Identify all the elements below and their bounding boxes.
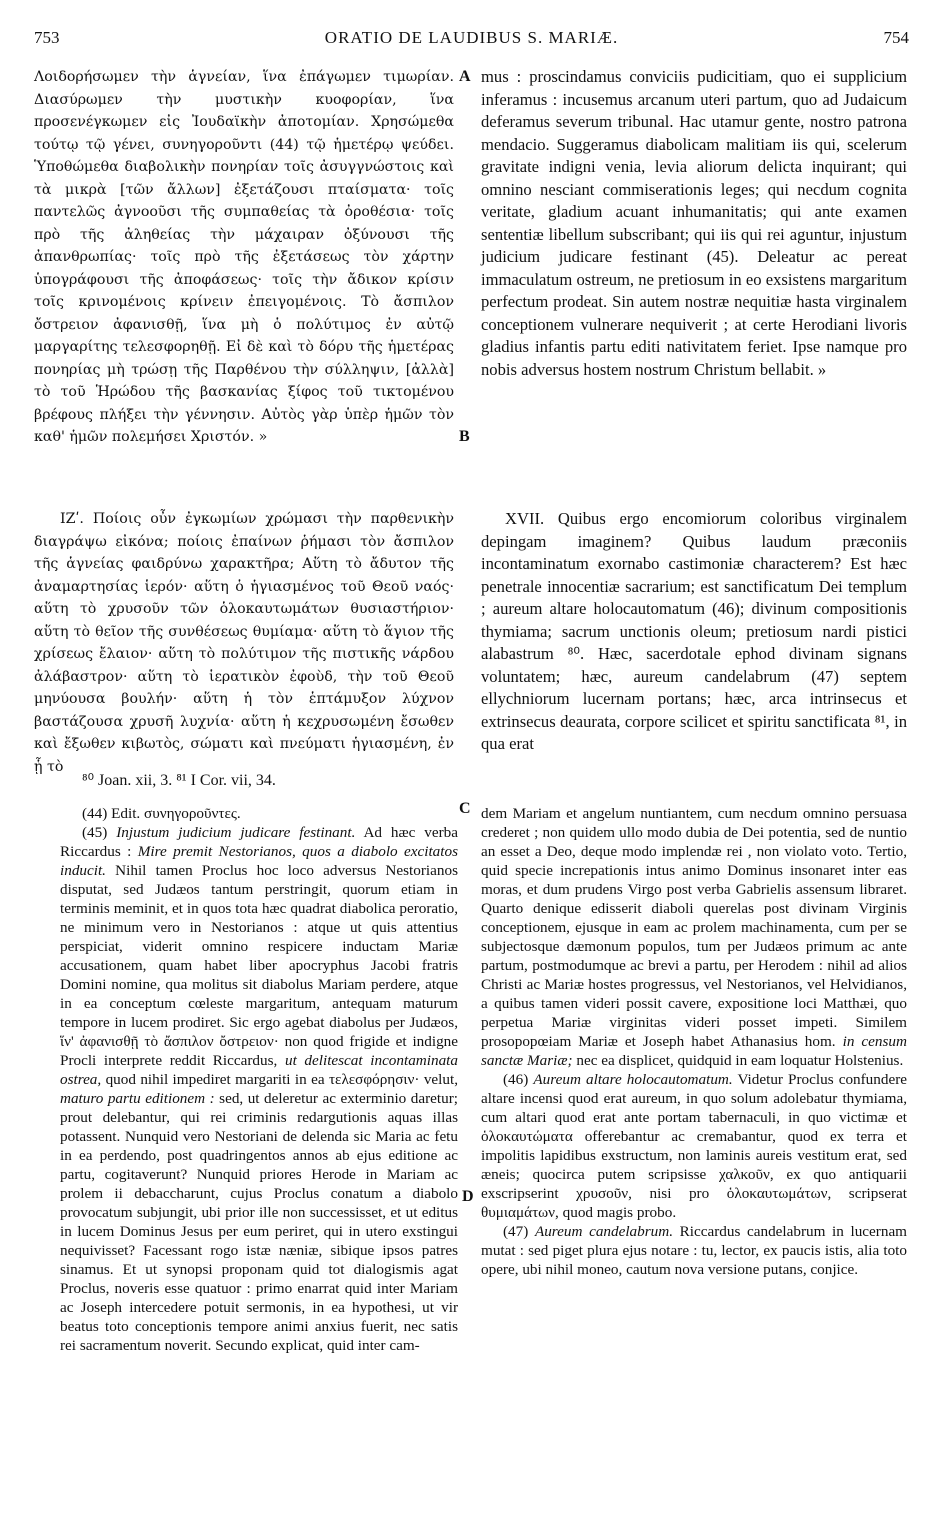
page-header <box>34 28 909 52</box>
note-45-label: (45) <box>82 824 108 841</box>
note-45-text-d: sed, ut deleretur ac exterminio daretur; prout delebantur, qui rei criminis redargutionis aquas illas potassent. Nunquid vero Nestoriani de delenda sic Maria ac fetu in ea perdendo, post quadringentos annos ab ejus editione ac partu, cogitaverunt? Nunquid priores Herode in Mariam ac prolem ii debaccharunt, cujus Proclus conatum a diabolo provocatum subjungit, ubi prior ille non successisset, et ut editus in lucem Dominus Jesus per eum periret, qui in utero exstingui nequivisset? Facessant rogo istæ næniæ, sibique ipsos patres sinamus. Et ut synopsi proponam quid tot dialogismis agat Proclus, noveris esse quatuor : primo enarrat quid inter Mariam ac Joseph intercedere potuit sermonis, in ea hypothesi, ut vir beatus toto conceptionis tempore animi anxius fuerit, nec satis rei sacramentum noverit. Secundo explicat, quid inter cam- <box>60 1090 458 1354</box>
note-46-title: Aureum altare holocautomatum. <box>533 1071 733 1088</box>
greek-paragraph-1: Λοιδορήσωμεν τὴν ἁγνείαν, ἵνα ἐπάγωμεν τιμωρίαν. Διασύρωμεν τὴν μυστικὴν κυοφορίαν, ἵνα προσενέγκωμεν εἰς Ἰουδαϊκὴν ἀποτομίαν. Χρησώμεθα τούτῳ τῷ γένει, συνηγοροῦντι (44) τῷ ἡμετέρῳ ψεύδει. Ὑποθώμεθα διαβολικὴν πονηρίαν τοῖς ἀσυγγνώστοις καὶ τὰ μικρὰ [τῶν ἄλλων] ἐξετάζουσι πταίσματα· τοῖς παντελῶς ἀγνοοῦσι τῆς συμπαθείας τὰ ὀροθέσια· τοῖς πρὸ τῆς ἀληθείας τὴν μάχαιραν ὀξύνουσι τῆς ἀπανθρωπίας· τοῖς πρὸ τῆς ἐξετάσεως τὸν χάρτην ὑπογράφουσι τῆς ἀποφάσεως· τοῖς τὴν ἄδικον κρίσιν τοῖς κρινομένοις κρίνειν ἐπειγομένοις. Τὸ ἄσπιλον ὄστρειον ἀφανισθῇ, ἵνα μὴ ὁ πολύτιμος ἐν αὐτῷ μαργαρίτης τελεσφορηθῇ. Εἰ δὲ καὶ τὸ δόρυ τῆς ἡμετέρας πονηρίας μὴ τρώσῃ τῆς Παρθένου τὴν σύλληψιν, [ἀλλὰ] τὸ τοῦ Ἡρώδου τῆς βασκανίας ξίφος τοῦ τικτομένου βρέφους πλήξει τὴν γέννησιν. Αὐτὸς γὰρ ὑπὲρ ἡμῶν τὸν καθ' ἡμῶν πολεμήσει Χριστόν. » <box>34 69 454 445</box>
page-number-left: 753 <box>34 28 60 47</box>
latin-paragraph-1: mus : proscindamus conviciis pudicitiam, quo ei supplicium inferamus : incusemus arcanum uteri partum, quo ad Judaicum deferamus severum tribunal. Hac utamur gente, nostro patrona mendacio. Suggeramus diabolicam malitiam iis qui, scelerum gravitate indigni venia, levia aliorum delicta inquirant; qui omnino nesciant commiserationis leges; qui necdum cognita veritate, gladium acuant inhumanitatis; qui ante examen sententiæ libellum subscribant; qui iis qui rei aguntur, injustum judicium judicare festinant (45). Deleatur ac pereat immaculatum ostreum, ne pretiosum in eo exsistens margaritum perfectum prodeat. Sin autem nostræ nequitiæ hasta virginalem conceptionem vulnerare nequiverit ; at certe Herodiani livoris gladius infantis partu editi nativitatem feriet. Ipse namque pro nobis adversus hostem nostrum Christum bellabit. » <box>481 67 907 379</box>
note-46 <box>481 1070 907 1222</box>
note-45-title: Injustum judicium judicare festinant. <box>116 824 356 841</box>
greek-column-top <box>34 66 454 490</box>
note-47-label: (47) <box>503 1223 529 1240</box>
note-47 <box>481 1222 907 1279</box>
note-45-text-b: Nihil tamen Proclus hoc loco adversus Nestorianos disputat, sed Judæos tantum perstringit, quorum etiam in terminis meminit, et in quos tota hæc quadrat diabolica peroratio, ne minimum vero in Nestorianos : atque ut quis attentius perspiciat, viderit omnino respicere inductam Mariæ accusationem, quam habet liber apocryphus Jacobi fratris Domini nomine, qua molitus sit diabolus Mariam perdere, atque in ea conceptum cœleste margaritum, antequam maturum tempore in lucem prodiret. Sic ergo agebat diabolus per Judæos, ἵν' ἀφανισθῇ τὸ ἄσπιλον ὄστρειον· non quod frigide et indigne Procli interprete reddit Riccardus, <box>60 862 458 1069</box>
margin-marker-b: B <box>459 428 470 445</box>
running-title: ORATIO DE LAUDIBUS S. MARIÆ. <box>324 28 619 47</box>
note-47-text: Riccardus candelabrum in lucernam mutat : sed piget plura ejus notare : tu, lector, ex paucis istis, alia toto opere, ubi nihil moneo, cautum nova versione putans, conjice. <box>481 1223 907 1278</box>
note-45-quote-3: maturo partu editionem : <box>60 1090 215 1107</box>
note-47-title: Aureum candelabrum. <box>534 1223 674 1240</box>
note-45-text-c: quod nihil impediret margariti in ea τελεσφόρησιν· velut, <box>101 1071 458 1088</box>
note-46-label: (46) <box>503 1071 529 1088</box>
note-45-cont-italic: in censum sanctæ Mariæ; <box>481 1033 907 1069</box>
latin-column-top <box>481 66 907 496</box>
notes-right-column <box>481 804 907 1494</box>
greek-column-chapter-17 <box>34 508 454 775</box>
note-45-cont-text: dem Mariam et angelum nuntiantem, cum necdum omnino persuasa crederet ; non quidem ullo modo dubia de Dei potentia, sed de nuntio an esset a Deo, deque modo implendæ rei , non violato voto. Tertio, quid specie increpationis intus animo Dominus insonaret inter eas moras, et dum prudens Virgo post verba Gabrielis assensum libraret. Quarto denique edisserit diaboli querelas post divinam Virginis conceptionem, ejusque in eam ac prolem machinamenta, cum per se subjectosque dæmonum populos, tum per Judæos primum ac ante partum, postmodumque ac brevi a partu, per Herodem : nihil ad alios Christi ac Mariæ hostes progressus, vel Nestorianos, vel Helvidianos, a quibus tamen videri possit cavere, expositione loci Matthæi, quo perpetua Mariæ virginitas videri posset impeti. Similem prosopopœiam Mariæ et Joseph habet Athanasius hom. <box>481 805 907 1050</box>
margin-marker-c: C <box>459 800 471 817</box>
note-45 <box>60 823 458 1355</box>
note-45-continuation <box>481 804 907 1070</box>
page-number-right: 754 <box>883 28 909 47</box>
note-45-quote: Mire premit Nestorianos, quos a diabolo excitatos inducit. <box>60 843 458 879</box>
margin-marker-d: D <box>462 1188 474 1205</box>
latin-paragraph-2: XVII. Quibus ergo encomiorum coloribus virginalem depingam imaginem? Quibus laudum præconiis incontaminatum exornabo castimoniæ characterem? Est hæc penetrale innocentiæ sacrarium; est sanctificatum Dei templum ; aureum altare holocautomatum (46); divinum compositionis thymiama; sacrum unctionis oleum; pretiosum nardi pistici alabastrum ⁸⁰. Hæc, sacerdotale ephod divinam signans voluntatem; hæc, aureum candelabrum (47) septem ellychniorum lucernam portans; hæc, arca intrinsecus et extrinsecus deaurata, corpore scilicet et spiritu sanctificata ⁸¹, in qua erat <box>481 509 907 753</box>
margin-marker-a: A <box>459 68 471 85</box>
latin-column-chapter-17 <box>481 508 907 758</box>
note-46-text: Videtur Proclus confundere altare incensi quod erat aureum, in quo solum adolebatur thymiama, cum altari quod erat ante portam tabernaculi, in quo victimæ et ὁλοκαυτώματα offerebantur ac cremabantur, quod ex terra et impolitis lapidibus exstructum, non laminis aureis vestitum erat, sed æneis; quocirca putem scripsisse χαλκοῦν, ex quo antiquarii exscripserint χρυσοῦν, nisi pro ὁλοκαυτωμάτων, scripserat θυμιαμάτων, quod magis probo. <box>481 1071 908 1221</box>
note-45-cont-end: nec ea displicet, quidquid in eam loquatur Holstenius. <box>572 1052 904 1069</box>
notes-left-column <box>60 804 458 1494</box>
scripture-footnotes: ⁸⁰ Joan. xii, 3. ⁸¹ I Cor. vii, 34. <box>82 772 276 789</box>
greek-paragraph-2: ΙΖʹ. Ποίοις οὖν ἐγκωμίων χρώμασι τὴν παρθενικὴν διαγράψω εἰκόνα; ποίοις ἐπαίνων ῥήμασι τὸν ἄσπιλον τῆς ἁγνείας φαιδρύνω χαρακτῆρα; Αὕτη τὸ ἄδυτον τῆς ἀναμαρτησίας ἱερόν· αὕτη ὁ ἡγιασμένος τοῦ Θεοῦ ναός· αὕτη τὸ χρυσοῦν τῶν ὁλοκαυτωμάτων θυσιαστήριον· αὕτη τὸ θεῖον τῆς συνθέσεως θυμίαμα· αὕτη τὸ ἅγιον τῆς χρίσεως ἔλαιον· αὕτη τὸ πολύτιμον τῆς πιστικῆς νάρδου ἀλάβαστρον· αὕτη τὸ ἱερατικὸν ἐφοὺδ, τὴν τοῦ Θεοῦ μηνύουσα βουλήν· αὕτη ἡ τὸν ἑπτάμυξον λύχνον βαστάζουσα χρυσῆ λυχνία· αὕτη ἡ κεχρυσωμένη ἔσωθεν καὶ ἔξωθεν κιβωτὸς, σώματι καὶ πνεύματι ἡγιασμένη, ἐν ᾗ τὸ <box>34 511 454 775</box>
note-45-text-a: Ad hæc verba Riccardus : <box>60 824 459 860</box>
note-44: (44) Edit. συνηγοροῦντες. <box>82 805 241 822</box>
note-45-quote-2: ut delitescat incontaminata ostrea, <box>60 1052 458 1088</box>
